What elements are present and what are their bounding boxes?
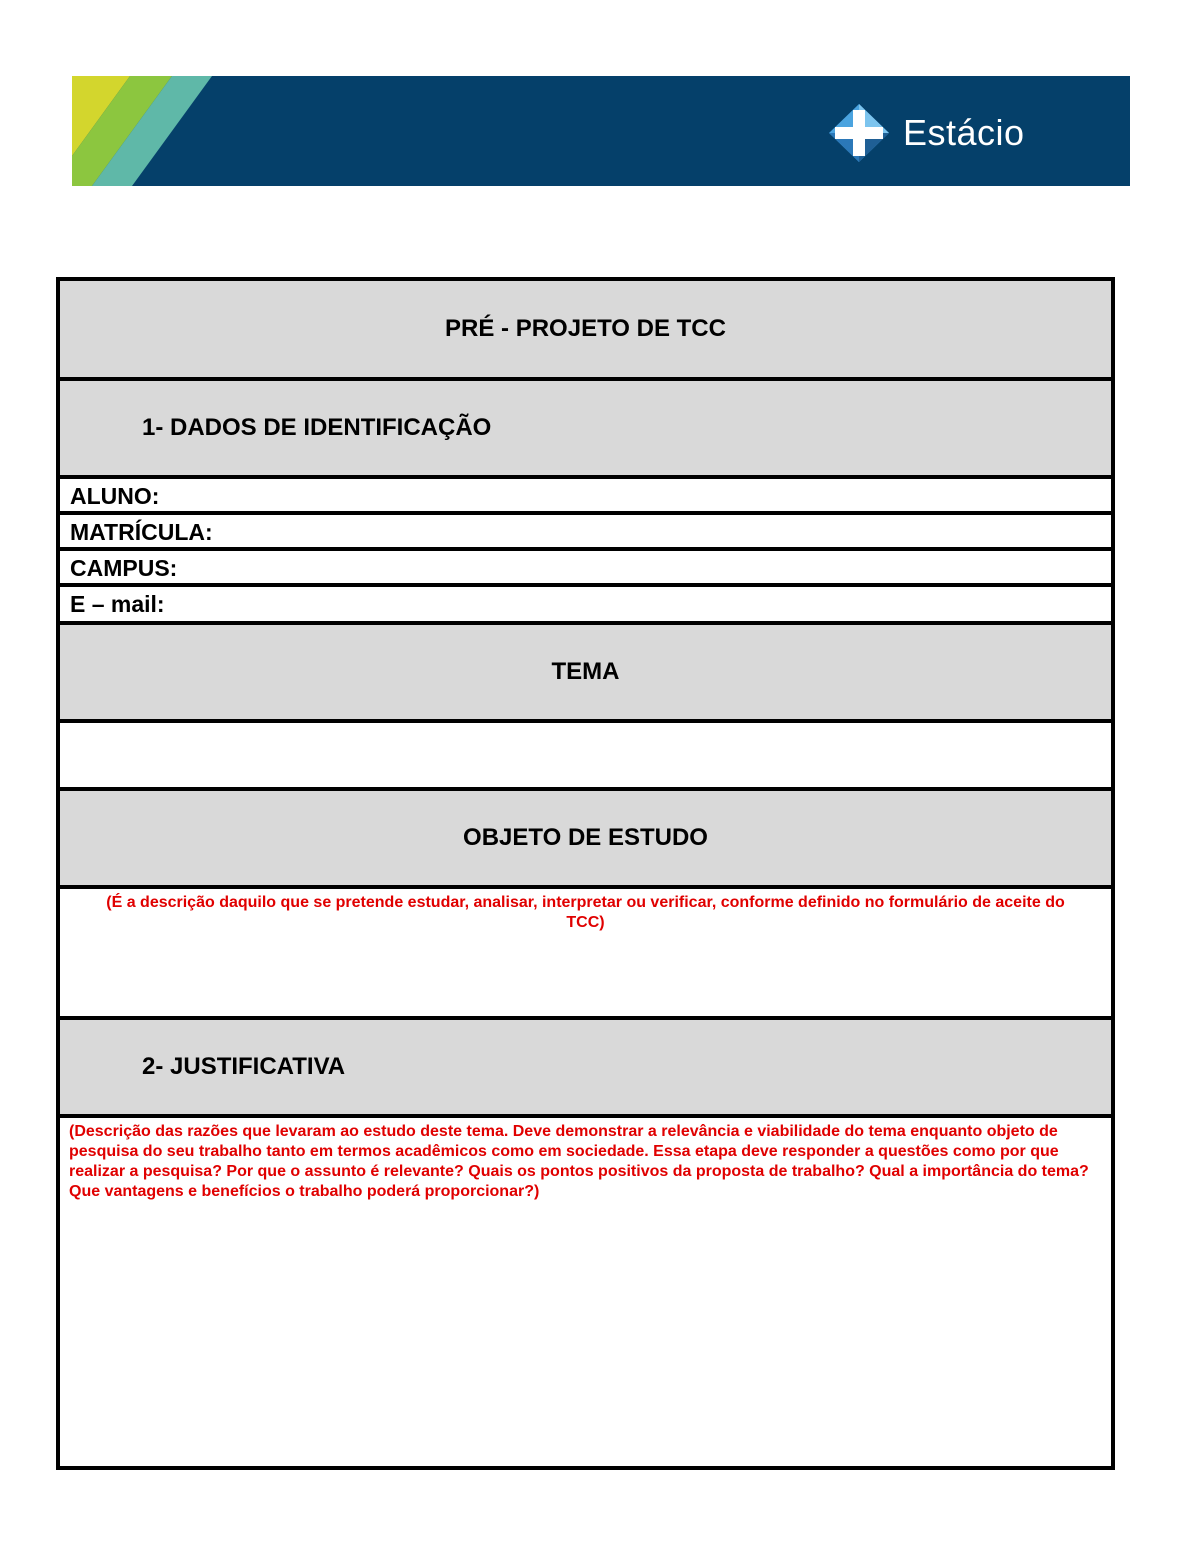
field-aluno[interactable] xyxy=(60,481,1111,511)
tema-header-row xyxy=(60,625,1111,719)
justificativa-instruction-note: (Descrição das razões que levaram ao estudo deste tema. Deve demonstrar a relevância e viabilidade do tema enquanto objeto de pesquisa do seu trabalho tanto em termos acadêmicos como em sociedade. Essa etapa deve responder a questões como por que realizar a pesquisa? Por que o assunto é relevante? Quais os pontos positivos da proposta de trabalho? Qual a importância do tema? Que vantagens e benefícios o trabalho poderá proporcionar?) xyxy=(69,1123,1089,1200)
field-email-label: E – mail: xyxy=(70,591,165,617)
header-banner xyxy=(72,76,1130,186)
decorative-stripes xyxy=(72,76,312,186)
estacio-logo-text: Estácio xyxy=(903,112,1025,153)
objeto-input-area[interactable] xyxy=(60,889,1111,1016)
section-justificativa-row xyxy=(60,1020,1111,1114)
estacio-logo xyxy=(829,104,1025,162)
field-campus-label: CAMPUS: xyxy=(70,555,178,581)
field-campus[interactable] xyxy=(60,553,1111,583)
field-aluno-label: ALUNO: xyxy=(70,483,160,509)
form-title-row xyxy=(60,281,1111,377)
field-email[interactable] xyxy=(60,589,1111,619)
justificativa-input-area[interactable] xyxy=(60,1118,1111,1466)
section-identificacao-title: 1- DADOS DE IDENTIFICAÇÃO xyxy=(142,414,492,441)
section-identificacao-row xyxy=(60,381,1111,475)
form-title: PRÉ - PROJETO DE TCC xyxy=(445,315,726,342)
estacio-logo-icon xyxy=(829,104,889,162)
objeto-instruction-note: (É a descrição daquilo que se pretende estudar, analisar, interpretar ou verificar, conforme definido no formulário de aceite do TCC) xyxy=(106,894,1065,931)
tema-title: TEMA xyxy=(551,658,620,685)
objeto-header-row xyxy=(60,791,1111,885)
tema-input-area[interactable] xyxy=(60,723,1111,787)
field-matricula[interactable] xyxy=(60,517,1111,547)
objeto-title: OBJETO DE ESTUDO xyxy=(463,824,708,851)
field-matricula-label: MATRÍCULA: xyxy=(70,519,213,545)
section-justificativa-title: 2- JUSTIFICATIVA xyxy=(142,1053,346,1080)
pre-projeto-form xyxy=(56,277,1115,1470)
